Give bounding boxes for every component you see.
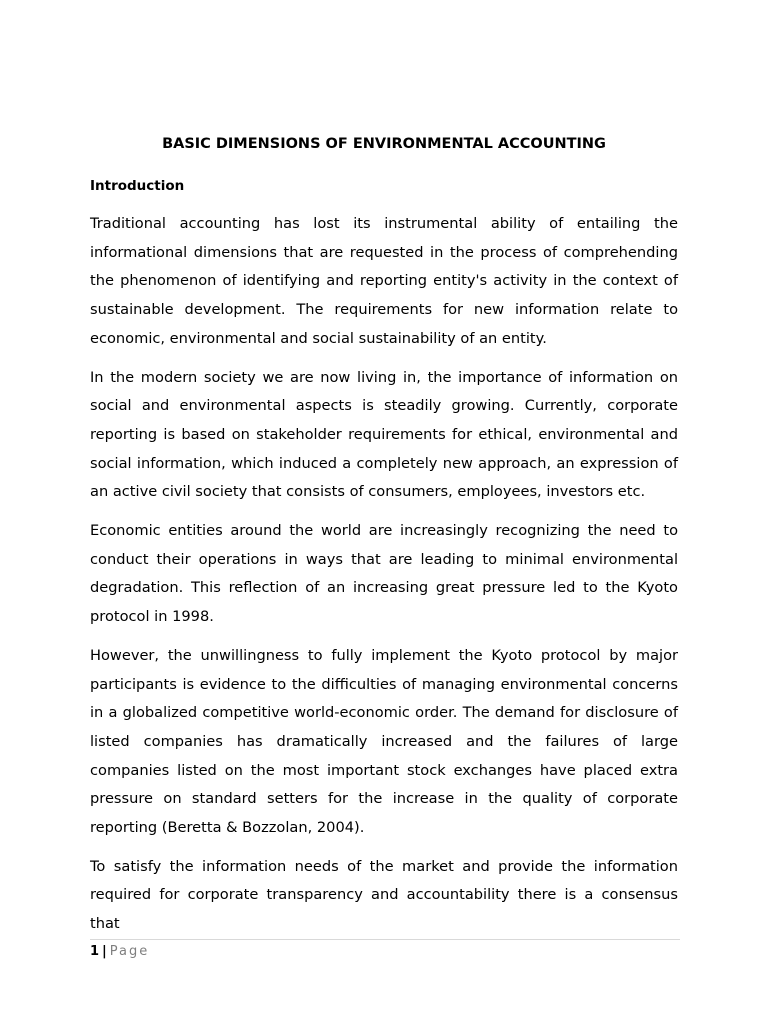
paragraph-1: Traditional accounting has lost its instrumental ability of entailing the informational dimensions that are requested in the process of comprehending the phenomenon of identifying and reporting entity's activity in the context of sustainable development. The requirements for new information relate to economic, environmental and social sustainability of an entity. bbox=[90, 215, 678, 347]
paragraph-4: However, the unwillingness to fully implement the Kyoto protocol by major participants is evidence to the difficulties of managing environmental concerns in a globalized competitive world-economic order. The demand for disclosure of listed companies has dramatically increased and the failures of large companies listed on the most important stock exchanges have placed extra pressure on standard setters for the increase in the quality of corporate reporting (Beretta & Bozzolan, 2004). bbox=[90, 646, 678, 837]
document-title: BASIC DIMENSIONS OF ENVIRONMENTAL ACCOUNTING bbox=[162, 136, 606, 152]
paragraph-5: To satisfy the information needs of the market and provide the information required for corporate transparency and accountability there is a consensus that bbox=[90, 857, 678, 933]
section-heading: Introduction bbox=[90, 178, 185, 194]
footer-separator: | bbox=[102, 944, 107, 959]
paragraph-2: In the modern society we are now living in, the importance of information on social and environmental aspects is steadily growing. Currently, corporate reporting is based on stakeholder requirements for ethical, environmental and social information, which induced a completely new approach, an expression of an active civil society that consists of consumers, employees, investors etc. bbox=[90, 368, 678, 501]
page-footer bbox=[90, 939, 680, 962]
page-number: 1 bbox=[90, 944, 100, 959]
paragraph-3: Economic entities around the world are increasingly recognizing the need to conduct their operations in ways that are leading to minimal environmental degradation. This reflection of an increasing great pressure led to the Kyoto protocol in 1998. bbox=[90, 522, 678, 626]
page-label: Page bbox=[109, 944, 150, 959]
body-text bbox=[90, 210, 678, 949]
